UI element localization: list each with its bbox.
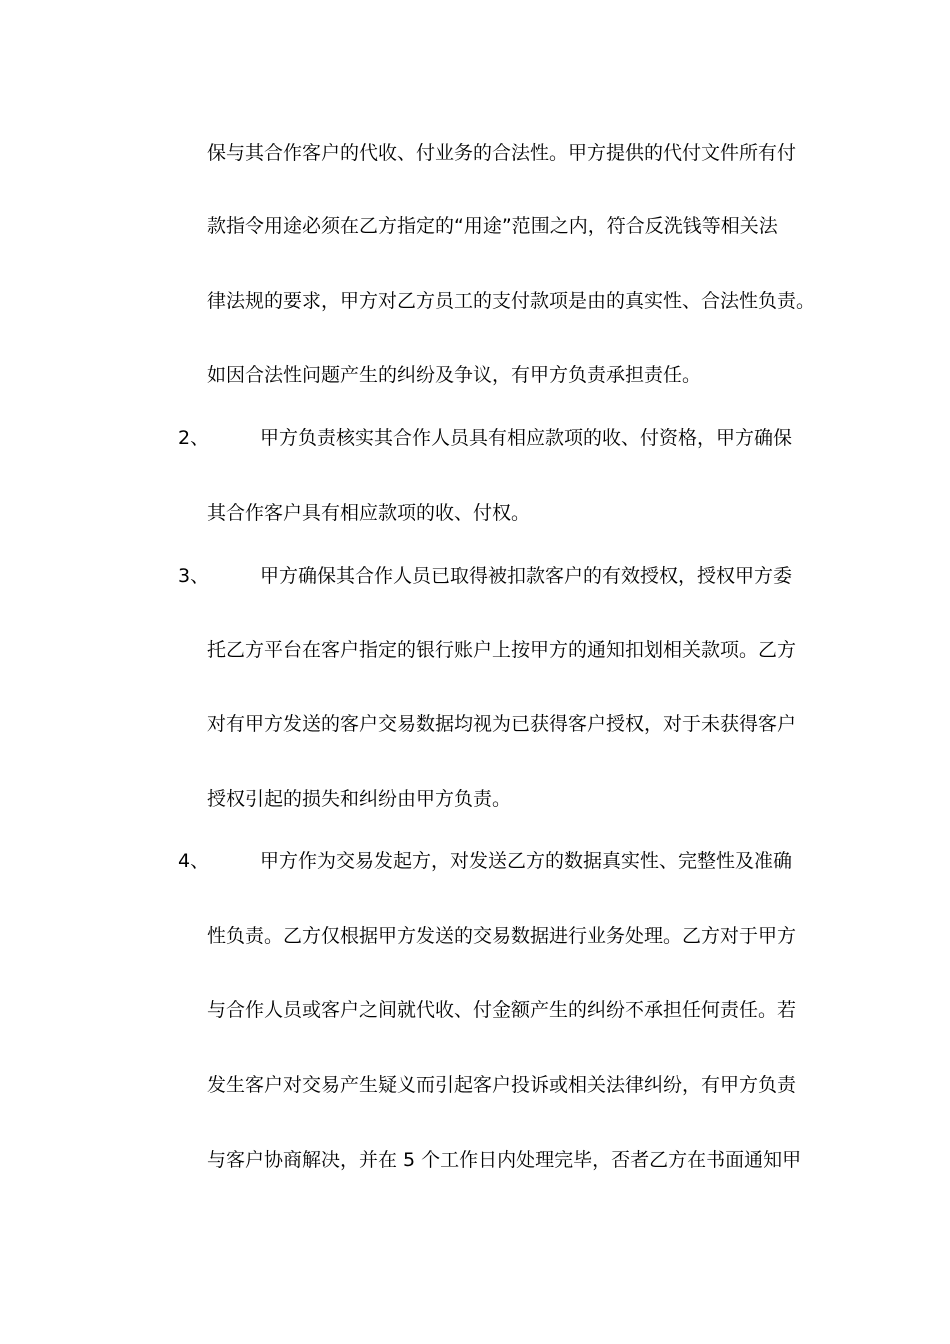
- list-item-line: 托乙方平台在客户指定的银行账户上按甲方的通知扣划相关款项。乙方: [207, 639, 797, 661]
- list-item-line: 其合作客户具有相应款项的收、付权。: [207, 502, 531, 524]
- list-item-line: 与客户协商解决，并在 5 个工作日内处理完毕，否者乙方在书面通知甲: [207, 1149, 802, 1171]
- list-item-line: 甲方确保其合作人员已取得被扣款客户的有效授权，授权甲方委: [260, 565, 793, 587]
- list-item-line: 对有甲方发送的客户交易数据均视为已获得客户授权，对于未获得客户: [207, 713, 797, 735]
- paragraph-line: 如因合法性问题产生的纠纷及争议，有甲方负责承担责任。: [207, 364, 702, 386]
- list-item-line: 性负责。乙方仅根据甲方发送的交易数据进行业务处理。乙方对于甲方: [207, 925, 797, 947]
- list-item-number: 2、: [178, 427, 210, 449]
- paragraph-line: 律法规的要求，甲方对乙方员工的支付款项是由的真实性、合法性负责。: [207, 290, 816, 312]
- paragraph-line: 保与其合作客户的代收、付业务的合法性。甲方提供的代付文件所有付: [207, 142, 797, 164]
- list-item-line: 发生客户对交易产生疑义而引起客户投诉或相关法律纠纷，有甲方负责: [207, 1074, 797, 1096]
- list-item-line: 甲方负责核实其合作人员具有相应款项的收、付资格，甲方确保: [260, 427, 793, 449]
- list-item-number: 3、: [178, 565, 210, 587]
- paragraph-line: 款指令用途必须在乙方指定的“用途”范围之内，符合反洗钱等相关法: [207, 215, 778, 237]
- list-item-line: 与合作人员或客户之间就代收、付金额产生的纠纷不承担任何责任。若: [207, 999, 797, 1021]
- list-item-number: 4、: [178, 850, 210, 872]
- list-item-line: 甲方作为交易发起方，对发送乙方的数据真实性、完整性及准确: [260, 850, 793, 872]
- list-item-line: 授权引起的损失和纠纷由甲方负责。: [207, 788, 512, 810]
